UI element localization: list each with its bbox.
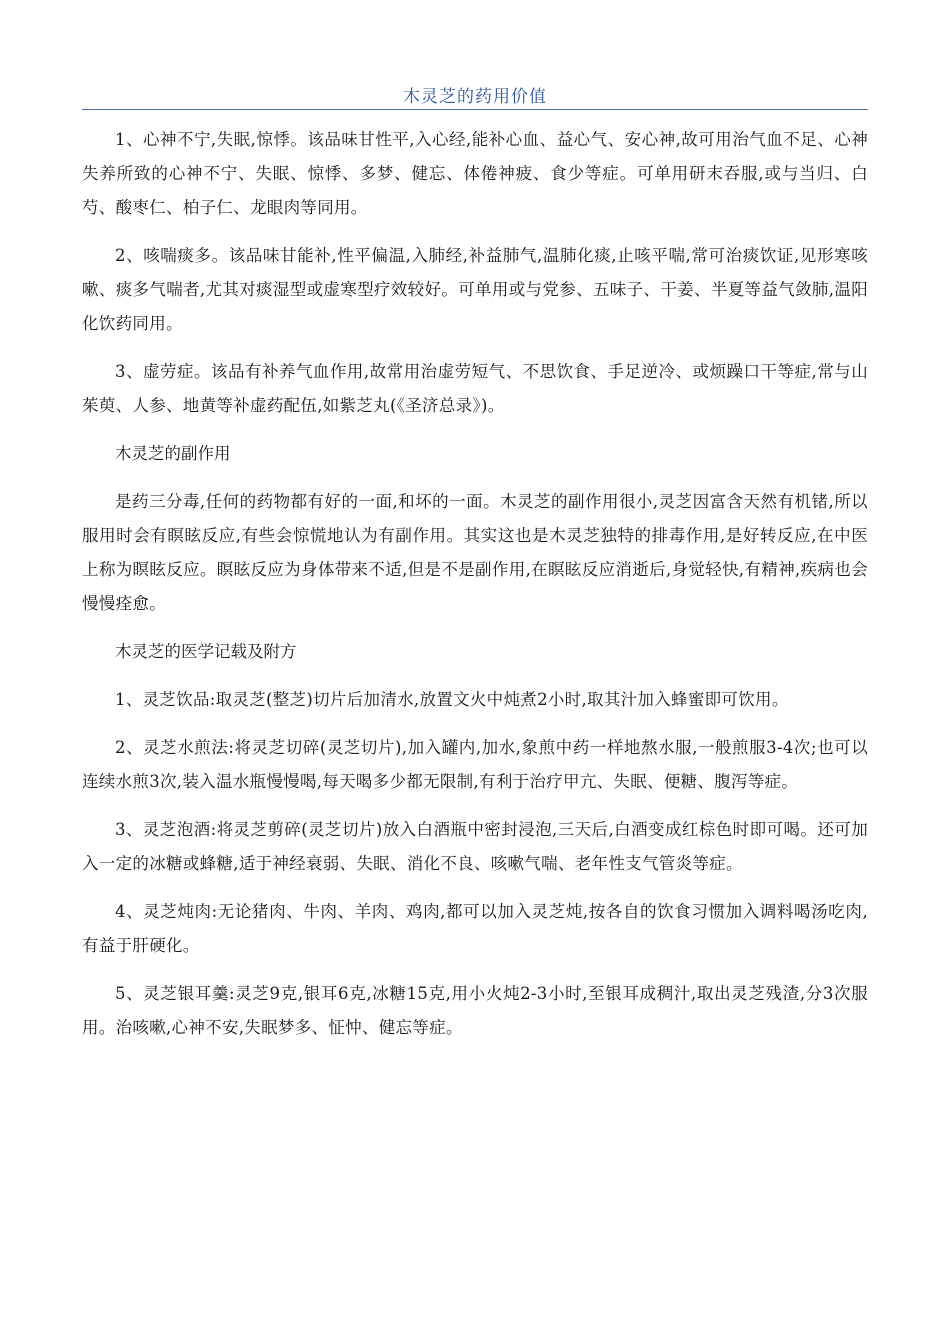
- document-body: [82, 123, 868, 1059]
- recipe-paragraph-2: 2、灵芝水煎法:将灵芝切碎(灵芝切片),加入罐内,加水,象煎中药一样地熬水服,一般煎服3-4次;也可以连续水煎3次,装入温水瓶慢慢喝,每天喝多少都无限制,有利于治疗甲亢、失眠、便糖、腹泻等症。: [82, 738, 868, 791]
- recipe-paragraph-4: 4、灵芝炖肉:无论猪肉、牛肉、羊肉、鸡肉,都可以加入灵芝炖,按各自的饮食习惯加入调料喝汤吃肉,有益于肝硬化。: [82, 902, 868, 955]
- medical-records-heading: 木灵芝的医学记载及附方: [115, 642, 297, 661]
- page-title: 木灵芝的药用价值: [403, 87, 547, 107]
- side-effects-heading: 木灵芝的副作用: [115, 444, 231, 463]
- use-paragraph-3: 3、虚劳症。该品有补养气血作用,故常用治虚劳短气、不思饮食、手足逆冷、或烦躁口干等症,常与山茱萸、人参、地黄等补虚药配伍,如紫芝丸(《圣济总录》)。: [82, 362, 868, 415]
- side-effects-paragraph: 是药三分毒,任何的药物都有好的一面,和坏的一面。木灵芝的副作用很小,灵芝因富含天然有机锗,所以服用时会有瞑眩反应,有些会惊慌地认为有副作用。其实这也是木灵芝独特的排毒作用,是好转反应,在中医上称为瞑眩反应。瞑眩反应为身体带来不适,但是不是副作用,在瞑眩反应消逝后,身觉轻快,有精神,疾病也会慢慢痊愈。: [82, 492, 868, 613]
- use-paragraph-2: 2、咳喘痰多。该品味甘能补,性平偏温,入肺经,补益肺气,温肺化痰,止咳平喘,常可治痰饮证,见形寒咳嗽、痰多气喘者,尤其对痰湿型或虚寒型疗效较好。可单用或与党参、五味子、干姜、半夏等益气敛肺,温阳化饮药同用。: [82, 246, 868, 333]
- recipe-paragraph-1: 1、灵芝饮品:取灵芝(整芝)切片后加清水,放置文火中炖煮2小时,取其汁加入蜂蜜即可饮用。: [115, 690, 789, 709]
- use-paragraph-1: 1、心神不宁,失眠,惊悸。该品味甘性平,入心经,能补心血、益心气、安心神,故可用治气血不足、心神失养所致的心神不宁、失眠、惊悸、多梦、健忘、体倦神疲、食少等症。可单用研末吞服,或与当归、白芍、酸枣仁、柏子仁、龙眼肉等同用。: [82, 130, 868, 217]
- recipe-paragraph-5: 5、灵芝银耳羹:灵芝9克,银耳6克,冰糖15克,用小火炖2-3小时,至银耳成稠汁,取出灵芝残渣,分3次服用。治咳嗽,心神不安,失眠梦多、怔忡、健忘等症。: [82, 984, 868, 1037]
- page-header: [82, 80, 868, 110]
- recipe-paragraph-3: 3、灵芝泡酒:将灵芝剪碎(灵芝切片)放入白酒瓶中密封浸泡,三天后,白酒变成红棕色时即可喝。还可加入一定的冰糖或蜂糖,适于神经衰弱、失眠、消化不良、咳嗽气喘、老年性支气管炎等症。: [82, 820, 868, 873]
